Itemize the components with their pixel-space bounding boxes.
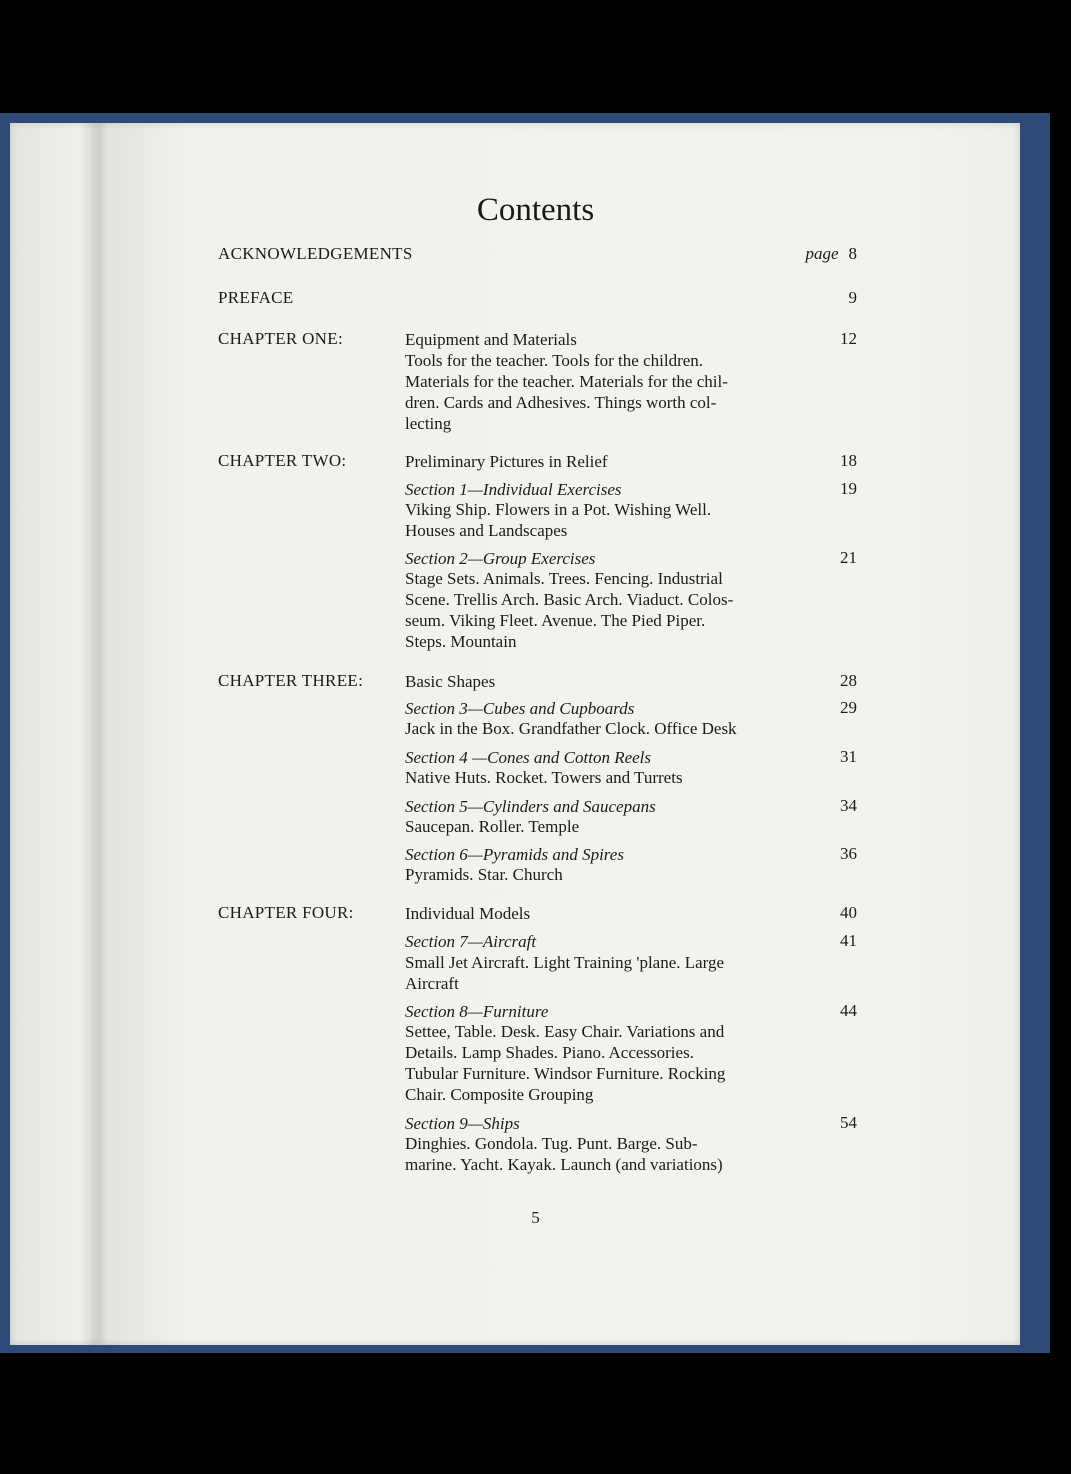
toc-section-title: Section 9—Ships (405, 1114, 520, 1133)
toc-preface-label: PREFACE (218, 288, 294, 307)
toc-entry-page: 41 (840, 931, 857, 950)
page-gutter (90, 123, 108, 1345)
toc-entry-page: 19 (840, 479, 857, 498)
toc-entry-title: Basic Shapes (405, 672, 496, 691)
toc-section-title: Section 5—Cylinders and Saucepans (405, 797, 656, 816)
toc-section-title: Section 4 —Cones and Cotton Reels (405, 748, 652, 767)
toc-entry-page: 28 (840, 671, 857, 690)
toc-acknowledgements-label: ACKNOWLEDGEMENTS (218, 244, 413, 263)
toc-entry-title: Preliminary Pictures in Relief (405, 452, 608, 471)
toc-entry-title: Individual Models (405, 904, 531, 923)
toc-acknowledgements-page: page 8 (805, 244, 857, 263)
toc-entry-items: Stage Sets. Animals. Trees. Fencing. Industrial Scene. Trellis Arch. Basic Arch. Viaduct. Colos- seum. Viking Fleet. Avenue. The Pied Piper. Steps. Mountain (405, 569, 734, 651)
toc-entry-page: 31 (840, 747, 857, 766)
toc-section-title: Section 3—Cubes and Cupboards (405, 699, 635, 718)
toc-entry-items: Saucepan. Roller. Temple (405, 817, 580, 836)
chapter-label: CHAPTER THREE: (218, 671, 364, 690)
toc-entry-items: Viking Ship. Flowers in a Pot. Wishing Well. Houses and Landscapes (405, 500, 712, 540)
toc-entry-page: 29 (840, 698, 857, 717)
toc-entry-page: 21 (840, 548, 857, 567)
toc-entry-items: Jack in the Box. Grandfather Clock. Office Desk (405, 719, 737, 738)
toc-entry-items: Settee, Table. Desk. Easy Chair. Variations and Details. Lamp Shades. Piano. Accessories. Tubular Furniture. Windsor Furniture. Rocking Chair. Composite Grouping (405, 1022, 726, 1104)
chapter-label: CHAPTER TWO: (218, 451, 347, 470)
page-title: Contents (476, 192, 595, 228)
toc-entry-items: Small Jet Aircraft. Light Training 'plane. Large Aircraft (405, 953, 725, 993)
page-number: 5 (531, 1208, 540, 1227)
toc-entry-page: 40 (840, 903, 857, 922)
toc-entry-items: Native Huts. Rocket. Towers and Turrets (405, 768, 683, 787)
toc-section-title: Section 1—Individual Exercises (405, 480, 622, 499)
toc-section-title: Section 6—Pyramids and Spires (405, 845, 624, 864)
toc-entry-items: Dinghies. Gondola. Tug. Punt. Barge. Sub- marine. Yacht. Kayak. Launch (and variations) (405, 1134, 723, 1174)
toc-entry-items: Pyramids. Star. Church (405, 865, 563, 884)
toc-entry-page: 18 (840, 451, 857, 470)
toc-preface-page: 9 (848, 288, 857, 307)
toc-section-title: Section 2—Group Exercises (405, 549, 596, 568)
toc-section-title: Section 7—Aircraft (405, 932, 537, 951)
toc-entry-page: 34 (840, 796, 857, 815)
toc-entry-items: Tools for the teacher. Tools for the children. Materials for the teacher. Materials for the chil- dren. Cards and Adhesives. Things worth col- lecting (405, 351, 728, 433)
toc-section-title: Section 8—Furniture (405, 1002, 549, 1021)
toc-entry-page: 36 (840, 844, 857, 863)
chapter-label: CHAPTER FOUR: (218, 903, 354, 922)
chapter-label: CHAPTER ONE: (218, 329, 343, 348)
toc-entry-page: 12 (840, 329, 857, 348)
toc-entry-page: 54 (840, 1113, 857, 1132)
toc-entry-page: 44 (840, 1001, 857, 1020)
toc-entry-title: Equipment and Materials (405, 330, 577, 349)
page-label: page (805, 244, 839, 263)
